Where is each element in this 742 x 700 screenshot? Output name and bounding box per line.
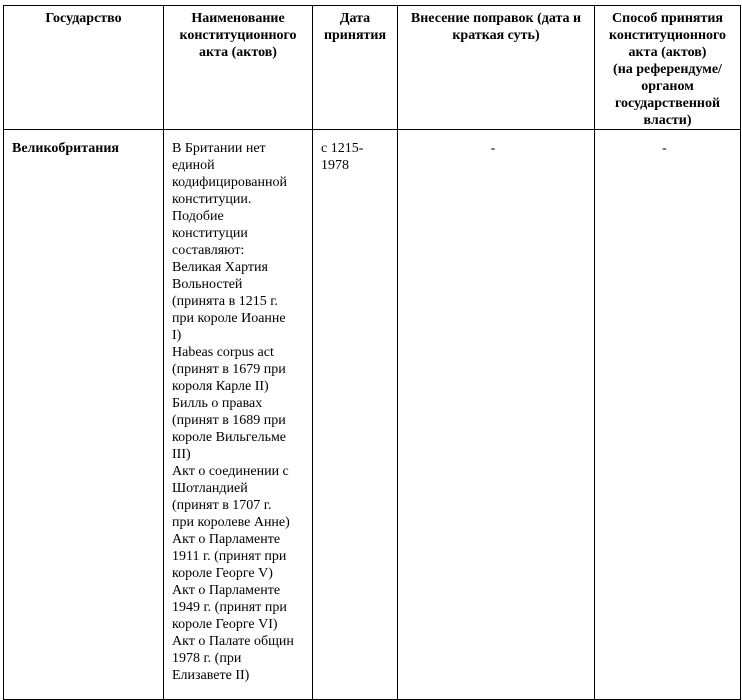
constitution-table [3, 5, 741, 700]
table-row [4, 130, 741, 700]
date-line: с 1215- [321, 141, 364, 156]
act-line: (принят в 1689 при [172, 413, 286, 428]
act-line: короле Георге V) [172, 566, 273, 581]
act-line: короля Карле II) [172, 379, 269, 394]
act-line: I) [172, 328, 182, 343]
act-line: Билль о правах [172, 396, 263, 411]
act-line: III) [172, 447, 191, 462]
header-method-line: конституционного [608, 28, 727, 43]
act-line: Великая Хартия [172, 260, 268, 275]
amendments-value: - [490, 141, 496, 156]
act-line: Habeas corpus act [172, 345, 274, 360]
act-line: кодифицированной [172, 175, 287, 190]
act-line: конституции. [172, 192, 252, 207]
header-country-line: Государство [45, 11, 122, 26]
cell-date [313, 130, 398, 700]
act-line: короле Вильгельме [172, 430, 287, 445]
header-country [4, 6, 164, 130]
act-line: конституции [172, 226, 248, 241]
act-line: короле Георге VI) [172, 617, 278, 632]
date-line: 1978 [321, 158, 349, 173]
header-method-line: власти) [643, 113, 692, 128]
act-line: Шотландией [172, 481, 248, 496]
header-method-line: (на референдуме/ [613, 62, 722, 77]
header-act-name-line: конституционного [179, 28, 297, 43]
header-method-line: акта (актов) [628, 45, 707, 60]
header-date-line: Дата [339, 11, 371, 26]
header-date [313, 6, 398, 130]
act-line: В Британии нет [172, 141, 266, 156]
header-amendments [398, 6, 595, 130]
act-line: при короле Иоанне [172, 311, 286, 326]
act-line: Акт о соединении с [172, 464, 289, 479]
cell-act-name [164, 130, 313, 700]
act-line: 1949 г. (принят при [172, 600, 287, 615]
act-line: Акт о Парламенте [172, 583, 281, 598]
act-line: составляют: [172, 243, 245, 258]
method-value: - [662, 141, 667, 156]
act-line: (принят в 1707 г. [172, 498, 272, 513]
act-line: Елизавете II) [172, 668, 250, 683]
act-line: единой [172, 158, 215, 173]
header-amendments-line: краткая суть) [452, 28, 540, 43]
header-method-line: органом [641, 79, 694, 94]
header-method-line: Способ принятия [612, 11, 723, 26]
header-method-line: государственной [614, 96, 721, 111]
act-line: Подобие [172, 209, 224, 224]
table-header-row [4, 6, 741, 130]
act-line: Вольностей [172, 277, 243, 292]
act-line: Акт о Парламенте [172, 532, 281, 547]
act-line: (принята в 1215 г. [172, 294, 278, 309]
header-amendments-line: Внесение поправок (дата и [410, 11, 582, 26]
cell-method [595, 130, 741, 700]
header-date-line: принятия [323, 28, 387, 43]
act-line: Акт о Палате общин [172, 634, 294, 649]
header-act-name [164, 6, 313, 130]
cell-country: Великобритания [4, 130, 164, 700]
act-line: 1978 г. (при [172, 651, 242, 666]
header-act-name-line: акта (актов) [199, 45, 277, 60]
act-line: 1911 г. (принят при [172, 549, 287, 564]
act-line: при королеве Анне) [172, 515, 290, 530]
header-act-name-line: Наименование [191, 11, 285, 26]
cell-amendments [398, 130, 595, 700]
act-line: (принят в 1679 при [172, 362, 286, 377]
header-method [595, 6, 741, 130]
